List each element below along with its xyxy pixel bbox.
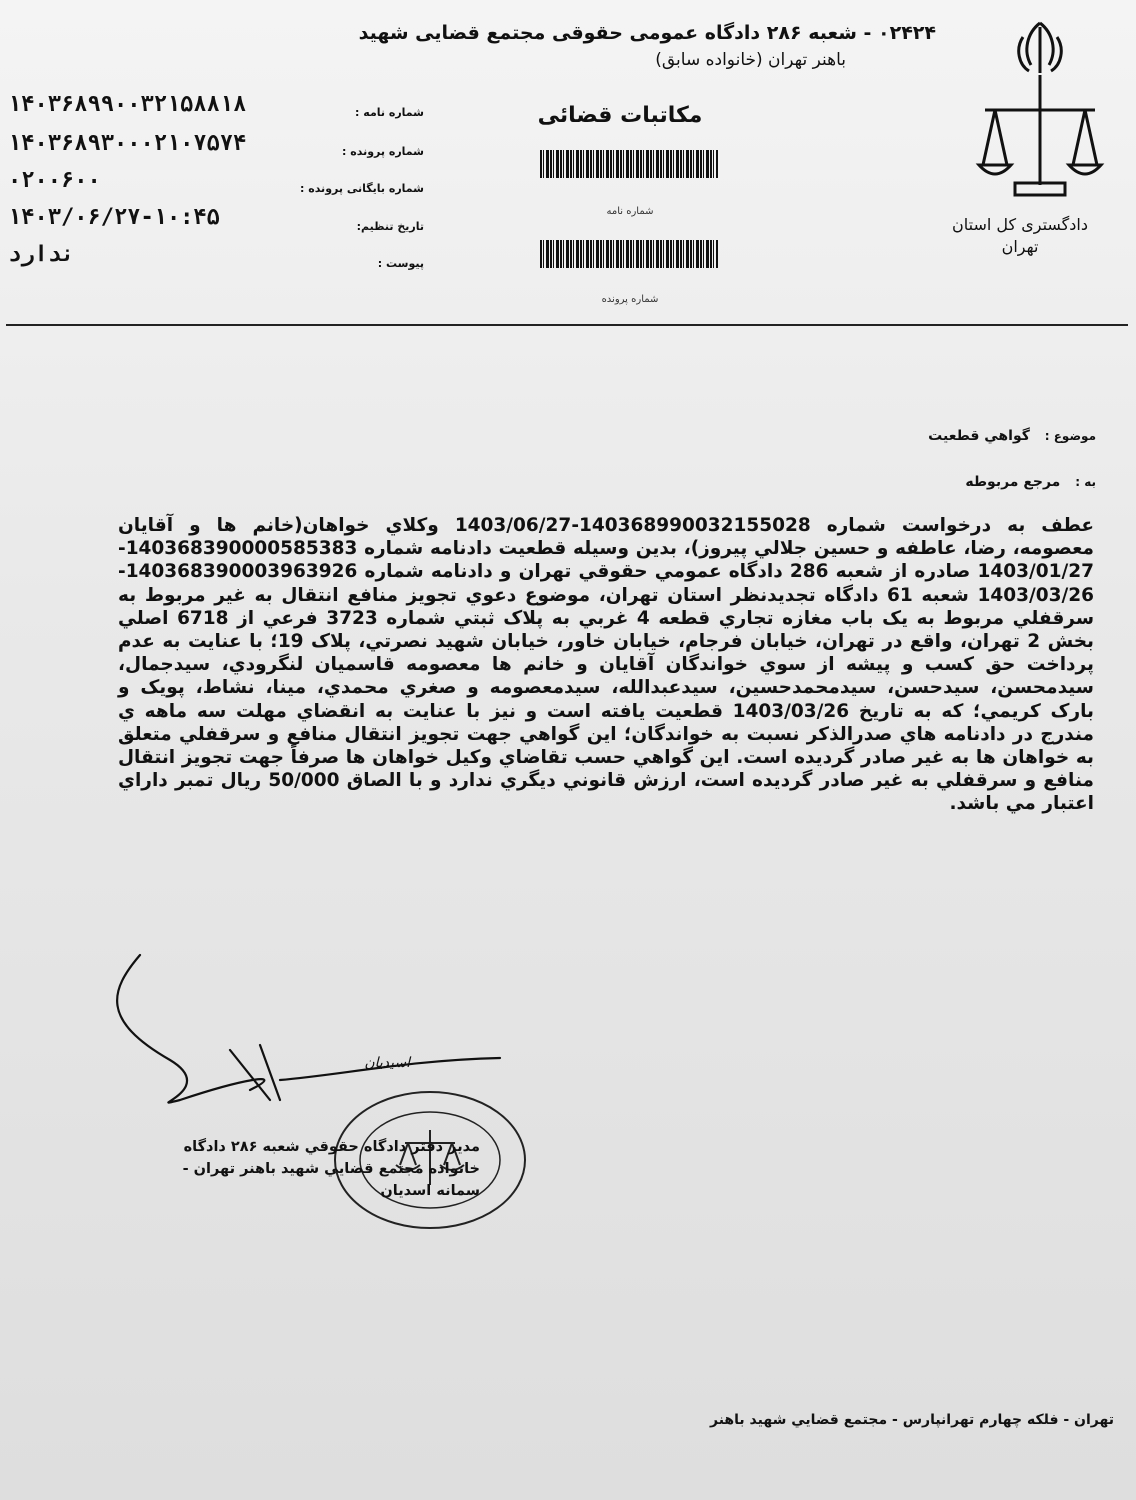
subject-label: موضوع :: [1044, 429, 1096, 443]
judiciary-emblem-icon: [975, 15, 1105, 205]
letter-body: عطف به درخواست شماره 14036899003215502​8-1403/06/27 وكلاي خواهان(خانم ها و آقايان معصومه، رضا، عاطفه و حسين جلالي پيروز)، بدين وسيله قطعيت دادنامه شماره 140368390000585383-1403/01/27 صادره از شعبه 286 دادگاه عمومي حقوقي تهران و دادنامه شماره 140368390003963926-1403/03/26 شعبه 61 دادگاه تجديدنظر استان تهران، موضوع دعوي تجويز منافع انتقال به غير مربوط به سرقفلي مربوط به يک باب مغازه تجاري قطعه 4 غربي به پلاک ثبتي شماره 3723 فرعي از 6718 اصلي بخش 2 تهران، واقع در تهران، خيابان فرجام، خيابان خاور، خيابان شهيد نصرتي، پلاک 19؛ با عنايت به عدم پرداخت حق کسب و پيشه از سوي خواندگان آقايان و خانم ها معصومه قاسميان لنگرودي، سيدجمال، سيدمحسن، سيدحسن، سيدمحمدحسين، سيدعبدالله، سيدمعصومه و صغري محمدي، مينا، نشاط، پويک و بارک کريمي؛ که به تاريخ 1403/03/26 قطعيت يافته است و نيز با عنايت به انقضاي مهلت سه ماهه ي مندرج در دادنامه هاي صدرالذکر نسبت به خواندگان؛ اين گواهي جهت تجويز انتقال منافع و سرقفلي متعلق به خواهان ها به غير صادر گرديده است. اين گواهي حسب تقاضاي وکيل خواهان ها صرفاً جهت تجويز انتقال منافع و سرقفلي به غير صادر گرديده است، ارزش قانوني ديگري ندارد و با الصاق 50/000 ريال تمبر داراي اعتبار مي باشد.: [118, 515, 1095, 815]
attachment-value: ندارد: [8, 242, 75, 267]
subject-row: [796, 428, 1096, 444]
date-value: ۱۴۰۳/۰۶/۲۷-۱۰:۴۵: [8, 205, 220, 230]
footer-address: تهران - فلکه چهارم تهرانپارس - مجتمع قضايي شهيد باهنر: [710, 1412, 1114, 1428]
letter-number-value: ۱۴۰۳۶۸۹۹۰۰۳۲۱۵۸۸۱۸: [8, 92, 247, 117]
recipient-label: به :: [1075, 475, 1096, 489]
signer-line2: خانواده مجتمع قضايي شهيد باهنر تهران -: [182, 1161, 480, 1177]
signer-line3: سمانه اسديان: [380, 1183, 480, 1199]
date-label: تاریخ تنظیم:: [356, 220, 424, 233]
subject-value: گواهي قطعيت: [928, 428, 1030, 444]
department-name: [915, 214, 1125, 259]
letter-barcode-caption: شماره نامه: [606, 206, 654, 217]
handwritten-name: اسیدیان: [364, 1055, 410, 1071]
attachment-label: پیوست :: [377, 257, 424, 270]
case-number-label: شماره پرونده :: [342, 145, 424, 158]
letter-number-label: شماره نامه :: [355, 106, 424, 119]
archive-number-value: ۰۲۰۰۶۰۰: [8, 168, 101, 193]
archive-number-label: شماره بایگانی پرونده :: [299, 182, 424, 195]
letter-type-title: مکاتبات قضائی: [537, 103, 703, 128]
signer-line1: مدير دفتر دادگاه حقوقي شعبه ۲۸۶ دادگاه: [183, 1139, 480, 1155]
department-line2: تهران: [1001, 237, 1039, 257]
case-barcode: [540, 240, 718, 268]
department-line1: دادگستری کل استان: [952, 215, 1088, 234]
recipient-row: [796, 474, 1096, 490]
letter-barcode: [540, 150, 718, 178]
court-name-line2: باهنر تهران (خانواده سابق): [655, 50, 846, 70]
case-number-value: ۱۴۰۳۶۸۹۳۰۰۰۲۱۰۷۵۷۴: [8, 131, 247, 156]
recipient-value: مرجع مربوطه: [965, 474, 1061, 490]
signer-block: [110, 1136, 480, 1202]
case-barcode-caption: شماره پرونده: [601, 294, 659, 305]
court-name-line1: ۰۲۴۲۴ - شعبه ۲۸۶ دادگاه عمومی حقوقی مجتمع قضایی شهید: [358, 22, 936, 44]
